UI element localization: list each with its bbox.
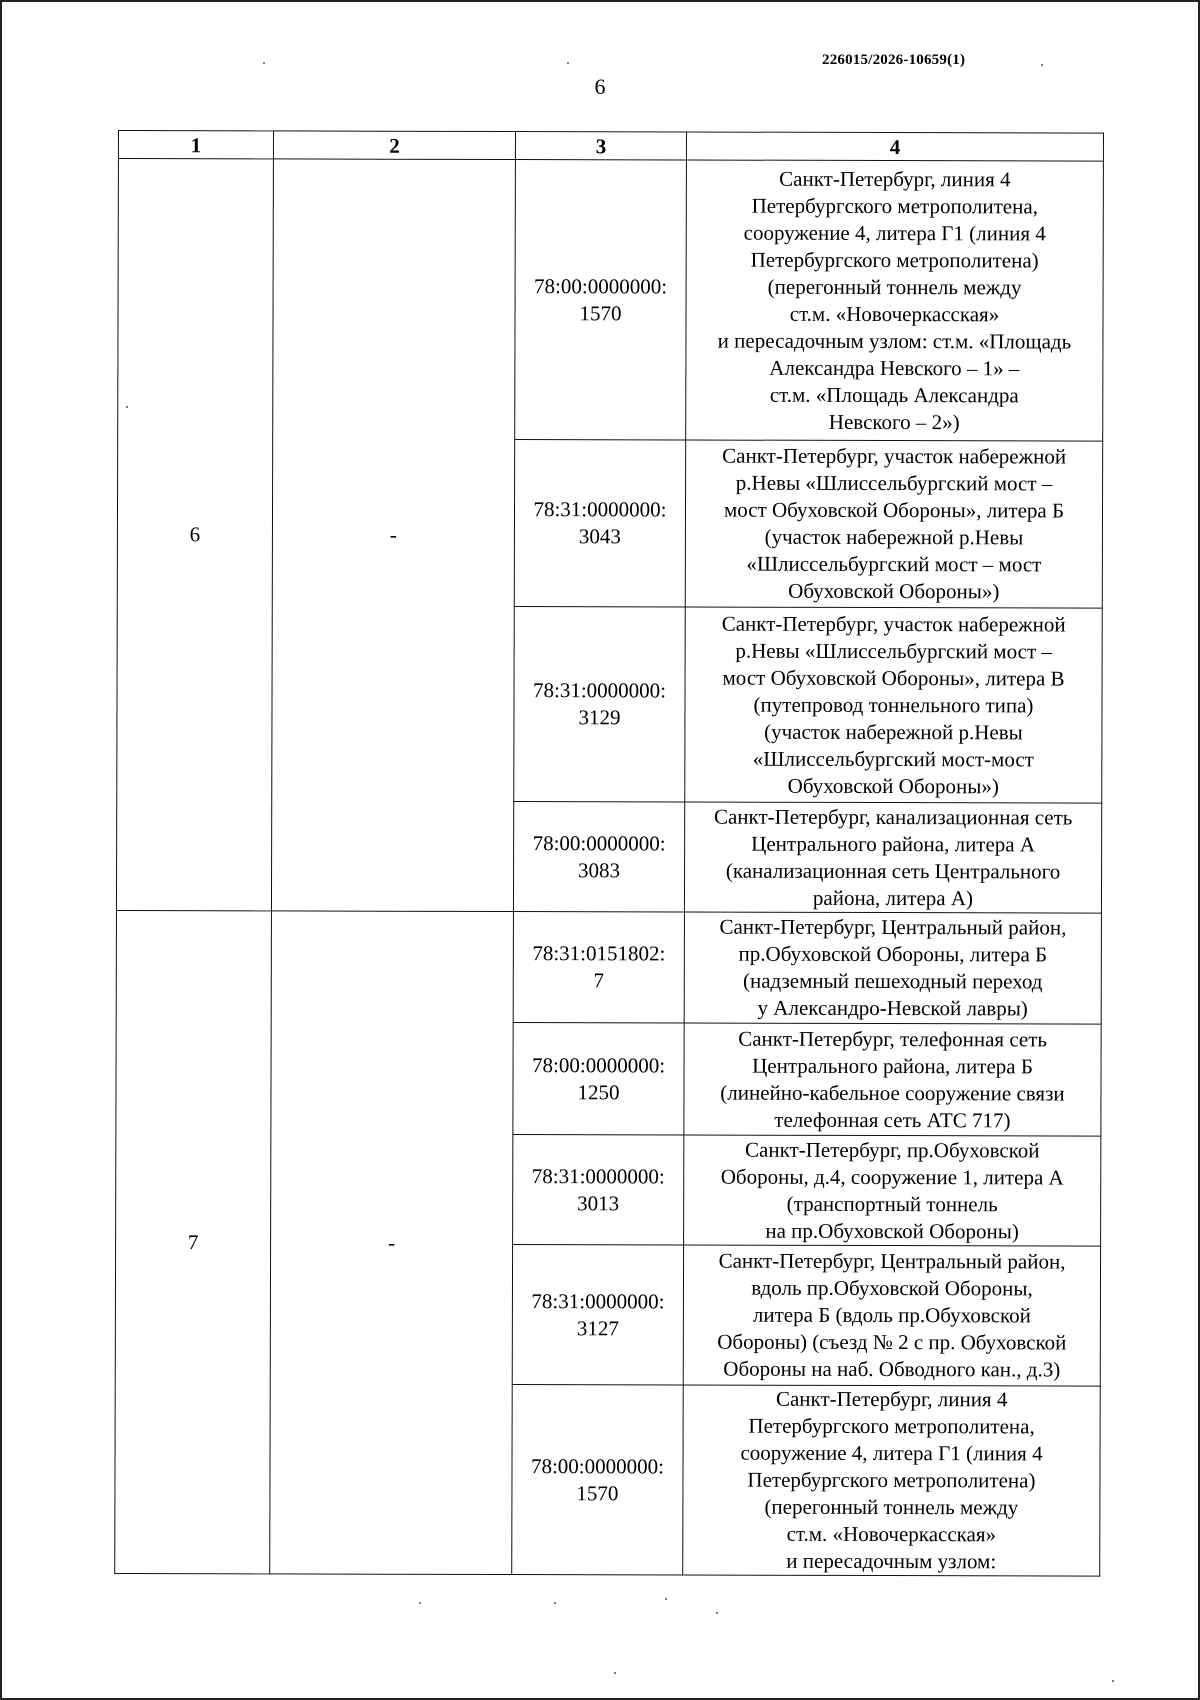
- cadastral-number-cell: 78:31:0000000: 3127: [512, 1245, 683, 1385]
- table-row: [116, 910, 1101, 1024]
- scan-speck: [126, 406, 128, 408]
- scan-speck: [665, 1598, 667, 1600]
- registry-table: [114, 130, 1104, 1577]
- page-number: 6: [594, 74, 606, 99]
- column-header-2: 2: [273, 131, 515, 160]
- scan-speck: [1041, 64, 1043, 66]
- scan-speck: [716, 1612, 718, 1614]
- address-cell: Санкт-Петербург, Центральный район, пр.Обуховской Обороны, литера Б (надземный пешеходный переход у Александро-Невской лавры): [684, 912, 1101, 1024]
- cadastral-number-cell: 78:00:0000000: 1570: [512, 1385, 683, 1575]
- address-cell: Санкт-Петербург, Центральный район, вдоль пр.Обуховской Обороны, литера Б (вдоль пр.Обуховской Обороны) (съезд № 2 с пр. Обуховской Обороны на наб. Обводного кан., д.3): [683, 1245, 1100, 1386]
- cadastral-number-cell: 78:31:0000000: 3013: [513, 1135, 684, 1245]
- address-cell: Санкт-Петербург, участок набережной р.Невы «Шлиссельбургский мост – мост Обуховской Обороны», литера В (путепровод тоннельного типа) (участок набережной р.Невы «Шлиссельбургский мост-мост Обуховской Обороны»): [685, 607, 1103, 803]
- scan-speck: [263, 62, 265, 64]
- cadastral-number-cell: 78:31:0151802: 7: [513, 912, 684, 1023]
- column-header-3: 3: [515, 132, 686, 160]
- column-header-4: 4: [686, 132, 1103, 161]
- address-cell: Санкт-Петербург, канализационная сеть Центрального района, литера А (канализационная сеть Центрального района, литера А): [684, 802, 1101, 913]
- group-column-2-cell: -: [270, 911, 514, 1575]
- cadastral-number-cell: 78:00:0000000: 1570: [515, 160, 687, 440]
- cadastral-number-cell: 78:00:0000000: 1250: [513, 1023, 684, 1135]
- group-number-cell: 6: [116, 159, 273, 911]
- document-registration-number: 226015/2026-10659(1): [822, 52, 966, 68]
- cadastral-number-cell: 78:00:0000000: 3083: [513, 802, 684, 912]
- table-row: [118, 159, 1104, 442]
- scan-speck: [567, 62, 569, 64]
- address-cell: Санкт-Петербург, линия 4 Петербургского метрополитена, сооружение 4, литера Г1 (линия 4 Петербургского метрополитена) (перегонный тоннель между ст.м. «Новочеркасская» и пересадочным узлом: ст.м. «Площадь Александра Невского – 1» – ст.м. «Площадь Александра Невского – 2»): [686, 160, 1104, 441]
- address-cell: Санкт-Петербург, телефонная сеть Центрального района, литера Б (линейно-кабельное сооружение связи телефонная сеть АТС 717): [684, 1023, 1101, 1136]
- address-cell: Санкт-Петербург, участок набережной р.Невы «Шлиссельбургский мост – мост Обуховской Обороны», литера Б (участок набережной р.Невы «Шлиссельбургский мост – мост Обуховской Обороны»): [685, 440, 1102, 608]
- table-header-row: [118, 131, 1103, 162]
- cadastral-number-cell: 78:31:0000000: 3129: [514, 607, 686, 802]
- group-column-2-cell: -: [271, 159, 515, 912]
- scan-speck: [614, 1672, 616, 1674]
- address-cell: Санкт-Петербург, пр.Обуховской Обороны, д.4, сооружение 1, литера А (транспортный тоннель на пр.Обуховской Обороны): [684, 1135, 1101, 1246]
- scan-speck: [1112, 1680, 1114, 1682]
- cadastral-number-cell: 78:31:0000000: 3043: [514, 440, 685, 607]
- scan-speck: [419, 1602, 421, 1604]
- address-cell: Санкт-Петербург, линия 4 Петербургского метрополитена, сооружение 4, литера Г1 (линия 4 Петербургского метрополитена) (перегонный тоннель между ст.м. «Новочеркасская» и пересадочным узлом:: [683, 1385, 1100, 1576]
- scan-speck: [554, 1602, 556, 1604]
- group-number-cell: 7: [115, 910, 272, 1573]
- column-header-1: 1: [118, 131, 273, 159]
